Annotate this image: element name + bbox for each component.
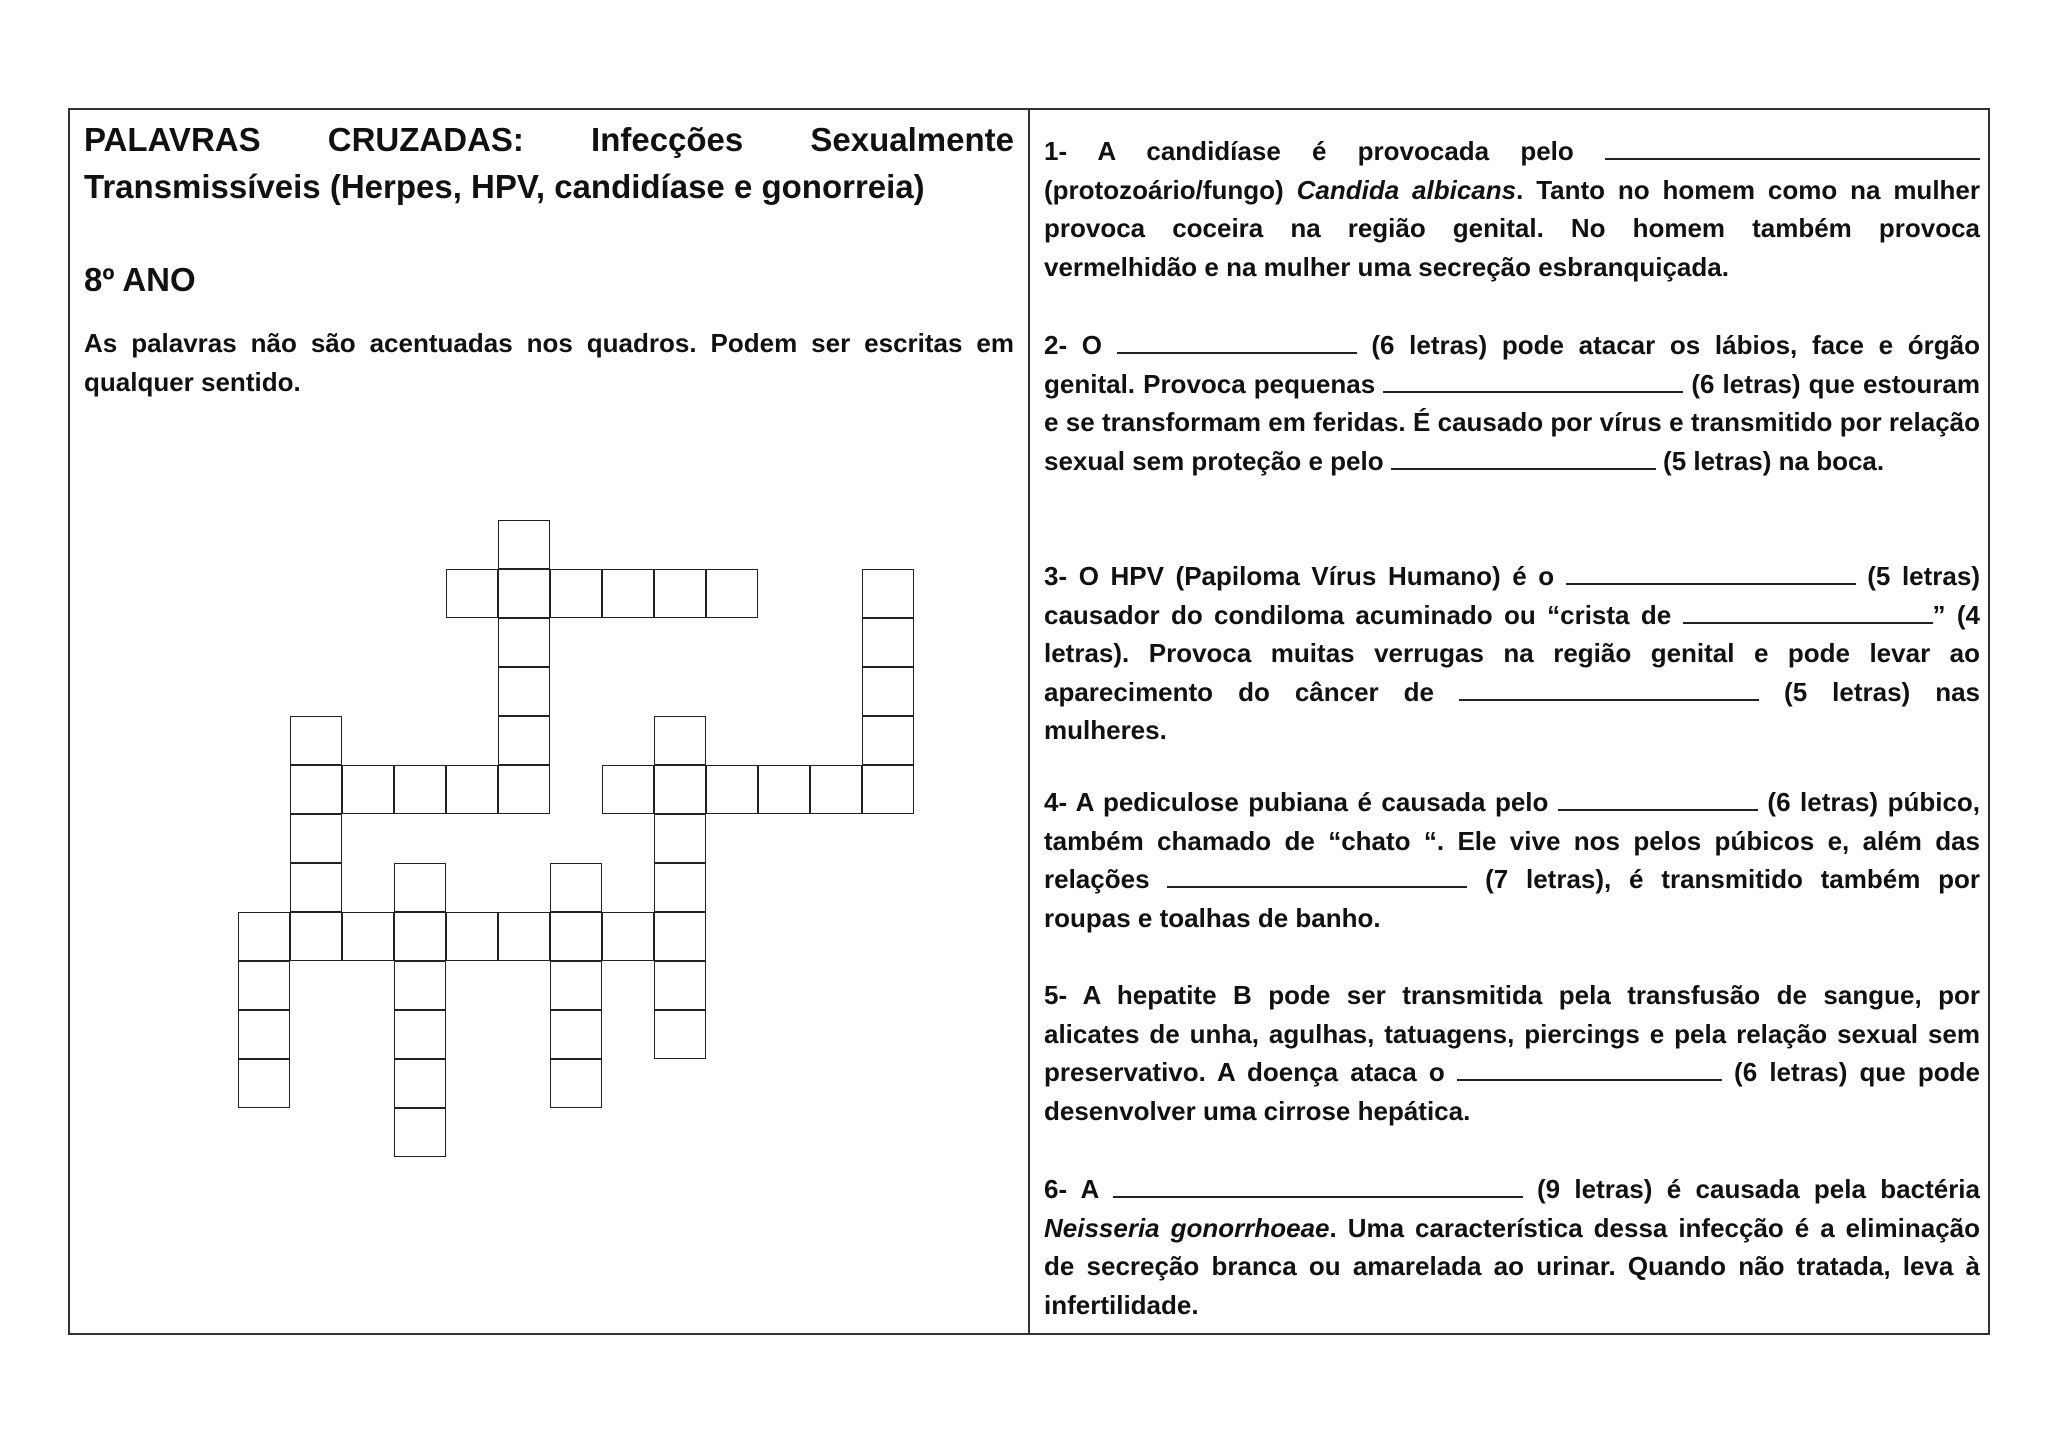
- crossword-cell[interactable]: [862, 569, 914, 618]
- clue-text: (9 letras) é causada pela bactéria: [1522, 1174, 1980, 1204]
- crossword-cell[interactable]: [706, 765, 758, 814]
- clue-text: (protozoário/fungo): [1044, 174, 1297, 205]
- crossword-cell[interactable]: [290, 863, 342, 912]
- crossword-cell[interactable]: [498, 765, 550, 814]
- clue-text: (6 letras) pode atacar os lábios, face e órgão genital. Provoca pequenas: [1044, 330, 1980, 399]
- answer-blank[interactable]: [1117, 328, 1357, 354]
- clue-number: 2-: [1044, 330, 1068, 360]
- crossword-cell[interactable]: [290, 765, 342, 814]
- crossword-cell[interactable]: [862, 618, 914, 667]
- answer-blank[interactable]: [1459, 675, 1759, 701]
- crossword-cell[interactable]: [394, 961, 446, 1010]
- crossword-cell[interactable]: [498, 716, 550, 765]
- clue-1: [1044, 132, 1980, 286]
- crossword-cell[interactable]: [758, 765, 810, 814]
- species-name: Candida albicans: [1296, 174, 1517, 205]
- crossword-cell[interactable]: [602, 912, 654, 961]
- clue-number: 6-: [1044, 1174, 1068, 1204]
- worksheet-title: PALAVRAS CRUZADAS: Infecções Sexualmente Transmissíveis (Herpes, HPV, candidíase e gonorreia): [84, 121, 1014, 205]
- answer-blank[interactable]: [1605, 134, 1980, 160]
- clue-number: 5-: [1044, 980, 1068, 1010]
- clue-number: 4-: [1044, 787, 1068, 817]
- crossword-cell[interactable]: [238, 1059, 290, 1108]
- crossword-cell[interactable]: [550, 863, 602, 912]
- answer-blank[interactable]: [1457, 1055, 1722, 1081]
- crossword-cell[interactable]: [862, 716, 914, 765]
- crossword-cell[interactable]: [498, 912, 550, 961]
- crossword-cell[interactable]: [862, 667, 914, 716]
- answer-blank[interactable]: [1113, 1172, 1523, 1198]
- answer-blank[interactable]: [1566, 559, 1856, 585]
- crossword-cell[interactable]: [498, 667, 550, 716]
- clue-text: A candidíase é provocada pelo: [1067, 136, 1605, 166]
- crossword-cell[interactable]: [810, 765, 862, 814]
- crossword-cell[interactable]: [290, 814, 342, 863]
- crossword-cell[interactable]: [446, 912, 498, 961]
- clue-text: (5 letras) na boca.: [1655, 445, 1885, 476]
- crossword-cell[interactable]: [602, 569, 654, 618]
- crossword-cell[interactable]: [654, 912, 706, 961]
- clue-text: ” (4 letras). Provoca muitas verrugas na região genital e pode levar ao aparecimento do câncer de: [1044, 599, 1980, 707]
- crossword-cell[interactable]: [238, 912, 290, 961]
- clue-text: O: [1067, 330, 1117, 360]
- crossword-cell[interactable]: [342, 765, 394, 814]
- crossword-cell[interactable]: [706, 569, 758, 618]
- crossword-cell[interactable]: [654, 1010, 706, 1059]
- crossword-cell[interactable]: [290, 912, 342, 961]
- crossword-cell[interactable]: [654, 716, 706, 765]
- crossword-cell[interactable]: [654, 961, 706, 1010]
- crossword-cell[interactable]: [654, 863, 706, 912]
- clue-text: . Tanto no homem como na mulher provoca coceira na região genital. No homem também provoca vermelhidão e na mulher uma secreção esbranquiçada.: [1044, 174, 1980, 282]
- crossword-cell[interactable]: [550, 1059, 602, 1108]
- clue-text: A hepatite B pode ser transmitida pela transfusão de sangue, por alicates de unha, agulhas, tatuagens, piercings e pela relação sexual sem preservativo. A doença ataca o: [1044, 980, 1980, 1088]
- crossword-cell[interactable]: [394, 1010, 446, 1059]
- crossword-cell[interactable]: [498, 618, 550, 667]
- clue-text: . Uma característica dessa infecção é a eliminação de secreção branca ou amarelada ao urinar. Quando não tratada, leva à infertilidade.: [1044, 1212, 1980, 1320]
- crossword-cell[interactable]: [446, 569, 498, 618]
- clue-text: (5 letras) nas mulheres.: [1044, 676, 1980, 746]
- species-name: Neisseria gonorrhoeae: [1044, 1212, 1330, 1243]
- worksheet-table: [68, 108, 1990, 1335]
- crossword-grid: [70, 110, 1028, 1337]
- crossword-cell[interactable]: [550, 961, 602, 1010]
- crossword-cell[interactable]: [654, 765, 706, 814]
- clue-6: [1044, 1170, 1980, 1324]
- crossword-cell[interactable]: [862, 765, 914, 814]
- crossword-cell[interactable]: [602, 765, 654, 814]
- clue-text: (7 letras), é transmitido também por roupas e toalhas de banho.: [1044, 864, 1980, 933]
- crossword-cell[interactable]: [394, 1059, 446, 1108]
- answer-blank[interactable]: [1383, 367, 1683, 393]
- answer-blank[interactable]: [1167, 862, 1467, 888]
- crossword-cell[interactable]: [498, 520, 550, 569]
- crossword-cell[interactable]: [498, 569, 550, 618]
- crossword-cell[interactable]: [446, 765, 498, 814]
- crossword-cell[interactable]: [550, 1010, 602, 1059]
- answer-blank[interactable]: [1558, 785, 1758, 811]
- clue-text: A: [1067, 1174, 1113, 1204]
- crossword-cell[interactable]: [290, 716, 342, 765]
- crossword-cell[interactable]: [654, 569, 706, 618]
- crossword-cell[interactable]: [654, 814, 706, 863]
- crossword-cell[interactable]: [238, 961, 290, 1010]
- grade-label: 8º ANO: [84, 261, 196, 298]
- crossword-cell[interactable]: [394, 1108, 446, 1157]
- crossword-cell[interactable]: [394, 912, 446, 961]
- crossword-cell[interactable]: [394, 863, 446, 912]
- clue-text: A pediculose pubiana é causada pelo: [1067, 787, 1558, 817]
- crossword-cell[interactable]: [342, 912, 394, 961]
- clue-2: [1044, 326, 1980, 480]
- crossword-cell[interactable]: [394, 765, 446, 814]
- crossword-cell[interactable]: [550, 912, 602, 961]
- answer-blank[interactable]: [1683, 598, 1933, 624]
- instructions: As palavras não são acentuadas nos quadros. Podem ser escritas em qualquer sentido.: [84, 328, 1014, 397]
- clue-number: 1-: [1044, 136, 1068, 166]
- crossword-cell[interactable]: [550, 569, 602, 618]
- clue-number: 3-: [1044, 561, 1068, 591]
- clue-text: (6 letras) que pode desenvolver uma cirrose hepática.: [1044, 1057, 1980, 1126]
- clue-3: [1044, 557, 1980, 750]
- clue-5: [1044, 976, 1980, 1130]
- clue-text: (6 letras) que estouram e se transformam em feridas. É causado por vírus e transmitido por relação sexual sem proteção e pelo: [1044, 368, 1981, 476]
- clue-4: [1044, 783, 1980, 937]
- clue-text: O HPV (Papiloma Vírus Humano) é o: [1067, 561, 1566, 591]
- answer-blank[interactable]: [1391, 444, 1656, 470]
- column-divider: [1028, 110, 1030, 1333]
- clue-text: (5 letras) causador do condiloma acuminado ou “crista de: [1044, 561, 1980, 630]
- crossword-cell[interactable]: [238, 1010, 290, 1059]
- clue-text: (6 letras) púbico, também chamado de “chato “. Ele vive nos pelos púbicos e, além das relações: [1044, 787, 1981, 895]
